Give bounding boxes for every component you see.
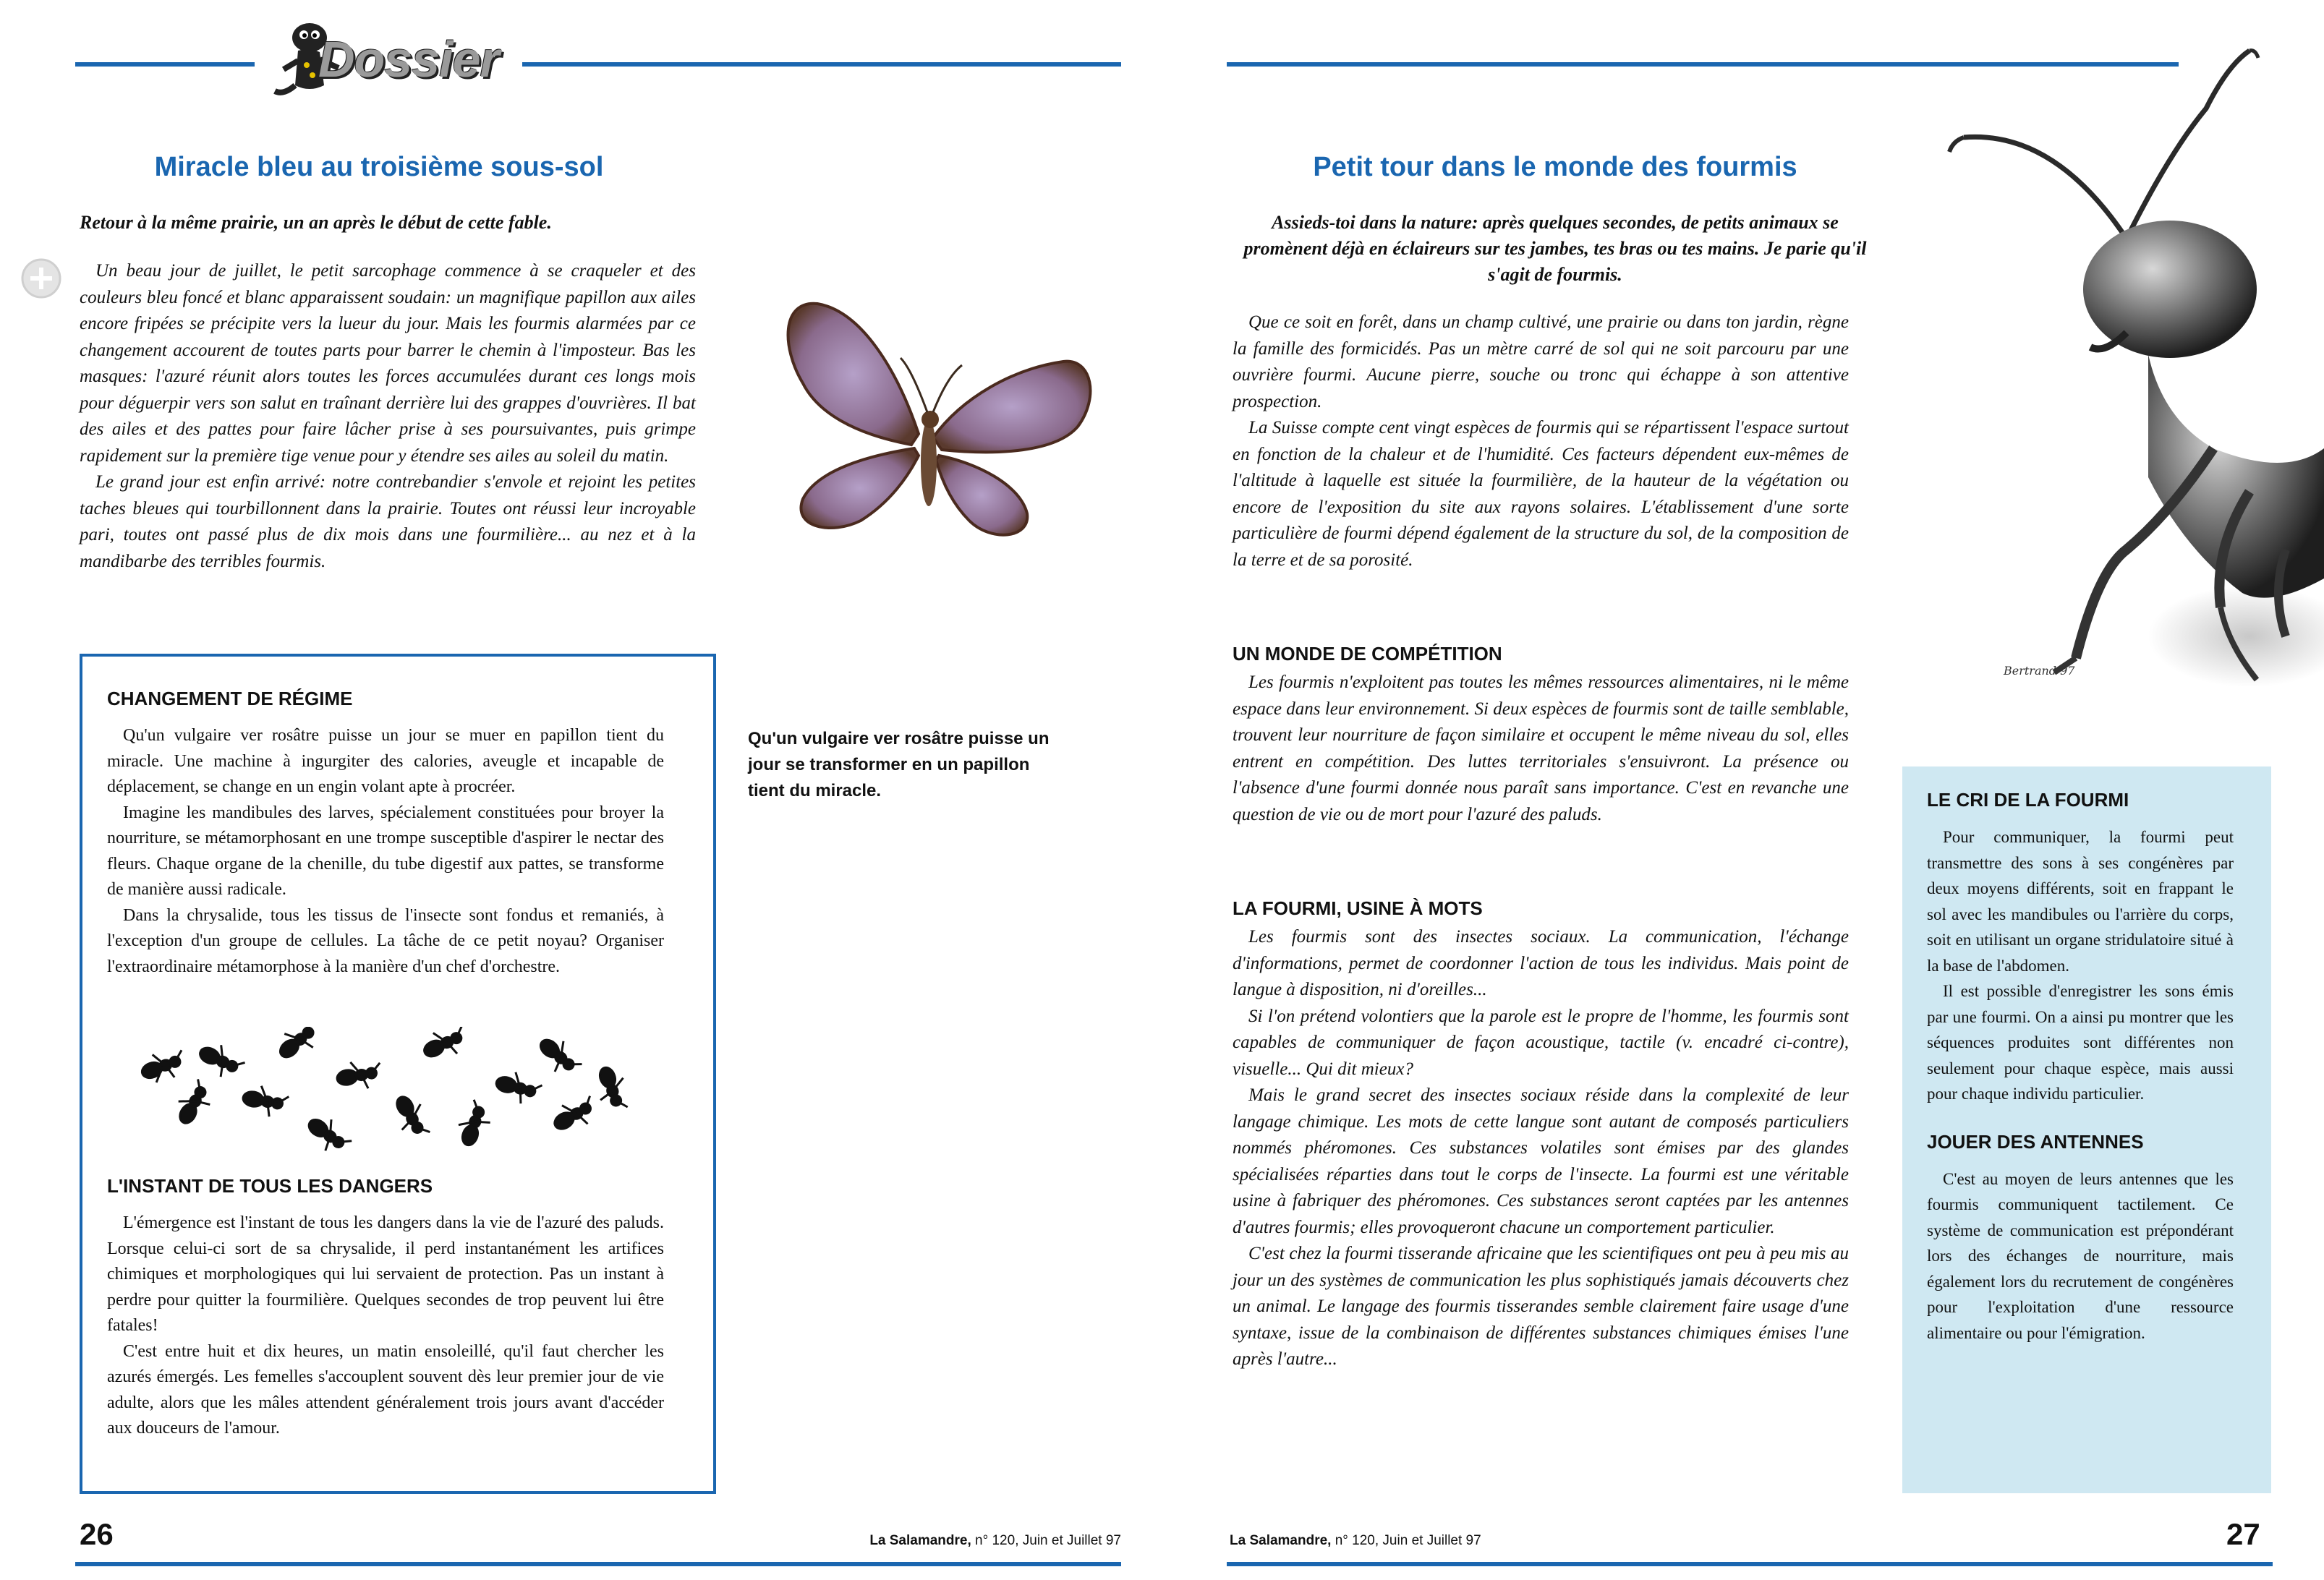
right-bottom-rule [1227,1562,2273,1566]
ants-silhouette-illustration [130,1027,651,1171]
paragraph: Le grand jour est enfin arrivé: notre contrebandier s'envole et rejoint les petites taches bleues qui tourbillonnent dans la prairie. Toutes ont réussi leur incroyable pari, toutes ont passé plus de dix mois dans une fourmilière... au nez et à la mandibarbe des terribles fourmis. [80,472,696,571]
right-footer [1230,1533,1481,1549]
sidebar-content [1927,788,2234,1346]
paragraph: Si l'on prétend volontiers que la parole est le propre de l'homme, les fourmis sont capables de communiquer de façon acoustique, tactile (v. encadré ci-contre), visuelle... Qui dit mieux? [1233,1006,1849,1079]
left-top-rule-right [522,62,1121,67]
sidebar-heading-antennes: JOUER DES ANTENNES [1927,1130,2144,1153]
paragraph: C'est entre huit et dix heures, un matin ensoleillé, qu'il faut chercher les azurés émergés. Les femelles s'accouplent souvent dès leur premier jour de vie adulte, alors que les mâles attendent généralement trois jours avant d'accéder aux douceurs de l'amour. [107,1341,664,1438]
box-heading-regime: CHANGEMENT DE RÉGIME [107,688,353,709]
butterfly-illustration [752,289,1114,593]
left-top-rule [75,62,255,67]
left-intro-text [80,258,696,575]
left-article-title: Miracle bleu au troisième sous-sol [154,152,604,182]
paragraph: Qu'un vulgaire ver rosâtre puisse un jour se muer en papillon tient du miracle. Une machine à ingurgiter des calories, aveugle et incapable de déplacement, se change en un engin volant apte à procréer. [107,726,664,796]
sidebar-heading-cri: LE CRI DE LA FOURMI [1927,789,2129,811]
add-icon[interactable] [20,257,62,299]
paragraph: Dans la chrysalide, tous les tissus de l'insecte sont fondus et remaniés, à l'exception d'un groupe de cellules. La tâche de ce petit noyau? Organiser l'extraordinaire métamorphose à la manière d'un chef d'orchestre. [107,905,664,976]
paragraph: Les fourmis n'exploitent pas toutes les mêmes ressources alimentaires, ni le même espace dans leur environnement. Si deux espèces de fourmis sont de taille semblable, trouvent leur nourriture de façon similaire et occupent le même niveau du sol, elles entrent en compétition. Des luttes territoriales s'ensuivront. La présence ou l'absence d'une fourmi donnée nous paraît sans importance. C'est en revanche une question de vie ou de mort pour l'azuré des paluds. [1233,672,1849,824]
magazine-name: La Salamandre, [1230,1533,1332,1548]
right-article-title: Petit tour dans le monde des fourmis [1313,152,1797,182]
right-section-competition [1233,642,1849,828]
right-page-number: 27 [2226,1517,2260,1551]
box-heading-dangers: L'INSTANT DE TOUS LES DANGERS [107,1175,433,1197]
paragraph: Il est possible d'enregistrer les sons émis par une fourmi. On a ainsi pu montrer que les séquences produites sont différentes non seulement pour chaque espèce, mais aussi pour chaque individu particulier. [1927,982,2234,1103]
heading-competition: UN MONDE DE COMPÉTITION [1233,643,1502,665]
left-page-number: 26 [80,1517,114,1551]
ant-illustration [1910,43,2324,730]
paragraph: C'est chez la fourmi tisserande africaine que les scientifiques ont peu à peu mis au jour un des systèmes de communication les plus sophistiqués jamais découverts chez un animal. Le langage des fourmis tisserandes semble clairement faire usage d'une syntaxe, issue de la combinaison de différentes substances chimiques émises l'une après l'autre... [1233,1244,1849,1369]
left-footer [832,1533,1121,1549]
paragraph: Les fourmis sont des insectes sociaux. La communication, l'échange d'informations, permet de coordonner l'action de tous les individus. Mais point de langue à disposition, ni d'oreilles... [1233,927,1849,999]
issue-info: n° 120, Juin et Juillet 97 [1331,1533,1481,1548]
left-box-content [107,687,664,980]
paragraph: Un beau jour de juillet, le petit sarcophage commence à se craqueler et des couleurs bleu foncé et blanc apparaissent soudain: un magnifique papillon aux ailes encore fripées se précipite vers la lueur du jour. Mais les fourmis alarmées par ce changement accourent de toutes parts pour barrer le chemin à l'imposteur. Bas les masques: l'azuré réunit alors toutes les forces accumulées durant ces longs mois pour déguerpir vers son salut en traînant derrière lui des grappes d'ouvrières. Il bat des ailes et des pattes pour faire lâcher prise à ses poursuivantes, puis grimpe rapidement sur la première tige venue pour y étendre ses ailes au soleil du matin. [80,261,696,466]
issue-info: n° 120, Juin et Juillet 97 [971,1533,1121,1548]
right-section-usine [1233,897,1849,1373]
paragraph: L'émergence est l'instant de tous les dangers dans la vie de l'azuré des paluds. Lorsque celui-ci sort de sa chrysalide, il perd instantanément les artifices chimiques et morphologiques qui lui servaient de protection. Pas un instant à perdre pour quitter la fourmilière. Quelques secondes de trop peuvent lui être fatales! [107,1213,664,1335]
left-lead: Retour à la même prairie, un an après le début de cette fable. [80,212,552,233]
paragraph: Pour communiquer, la fourmi peut transmettre des sons à ses congénères par deux moyens différents, soit en frappant le sol avec les mandibules ou l'arrière du corps, soit en utilisant un organe stridulatoire situé à la base de l'abdomen. [1927,828,2234,975]
paragraph: C'est au moyen de leurs antennes que les fourmis communiquent tactilement. Ce système de communication est prépondérant lors des échanges de nourriture, mais également lors du recrutement de congénères pour l'exploitation d'une ressource alimentaire ou pour l'émigration. [1927,1169,2234,1342]
paragraph: Mais le grand secret des insectes sociaux réside dans la complexité de leur langage chimique. Les mots de cette langue sont autant de composés particuliers nommés phéromones. Ces substances volatiles sont émises par des glandes spécialisées réparties dans tout le corps de l'insecte. La fourmi est une véritable usine à fabriquer des phéromones. Ces substances seront captées par les antennes d'autres fourmis; elles provoqueront chacune un comportement particulier. [1233,1085,1849,1237]
dossier-logo [269,16,515,103]
right-intro-text [1233,309,1849,573]
section-label: Dossier [318,31,499,87]
butterfly-caption: Qu'un vulgaire ver rosâtre puisse un jour se transformer en un papillon tient du miracle. [748,729,1050,800]
artist-signature: Bertrand 97 [2004,664,2075,678]
left-box-content-2 [107,1174,664,1442]
magazine-name: La Salamandre, [869,1533,971,1548]
right-lead: Assieds-toi dans la nature: après quelques secondes, de petits animaux se promènent déjà en éclaireurs sur tes jambes, tes bras ou tes mains. Je parie qu'il s'agit de fourmis. [1243,212,1867,285]
paragraph: Imagine les mandibules des larves, spécialement constituées pour broyer la nourriture, se métamorphosant en une trompe susceptible d'aspirer le nectar des fleurs. Chaque organe de la chenille, du tube digestif aux pattes, se transforme de manière aussi radicale. [107,803,664,899]
left-bottom-rule [75,1562,1121,1566]
paragraph: La Suisse compte cent vingt espèces de fourmis qui se répartissent l'espace surtout en fonction de la chaleur et de l'humidité. Ces facteurs dépendent eux-mêmes de l'altitude à laquelle est située la fourmilière, de la hauteur de la végétation ou encore de l'exposition du site aux rayons solaires. L'établissement d'une sorte particulière de fourmi dépend également de la structure du sol, de la composition de la terre et de sa porosité. [1233,418,1849,570]
heading-usine-a-mots: LA FOURMI, USINE À MOTS [1233,897,1483,919]
paragraph: Que ce soit en forêt, dans un champ cultivé, une prairie ou dans ton jardin, règne la famille des formicidés. Pas un mètre carré de sol qui ne soit parcouru par une ouvrière fourmi. Aucune pierre, souche ou tronc qui échappe à son attentive prospection. [1233,312,1849,411]
